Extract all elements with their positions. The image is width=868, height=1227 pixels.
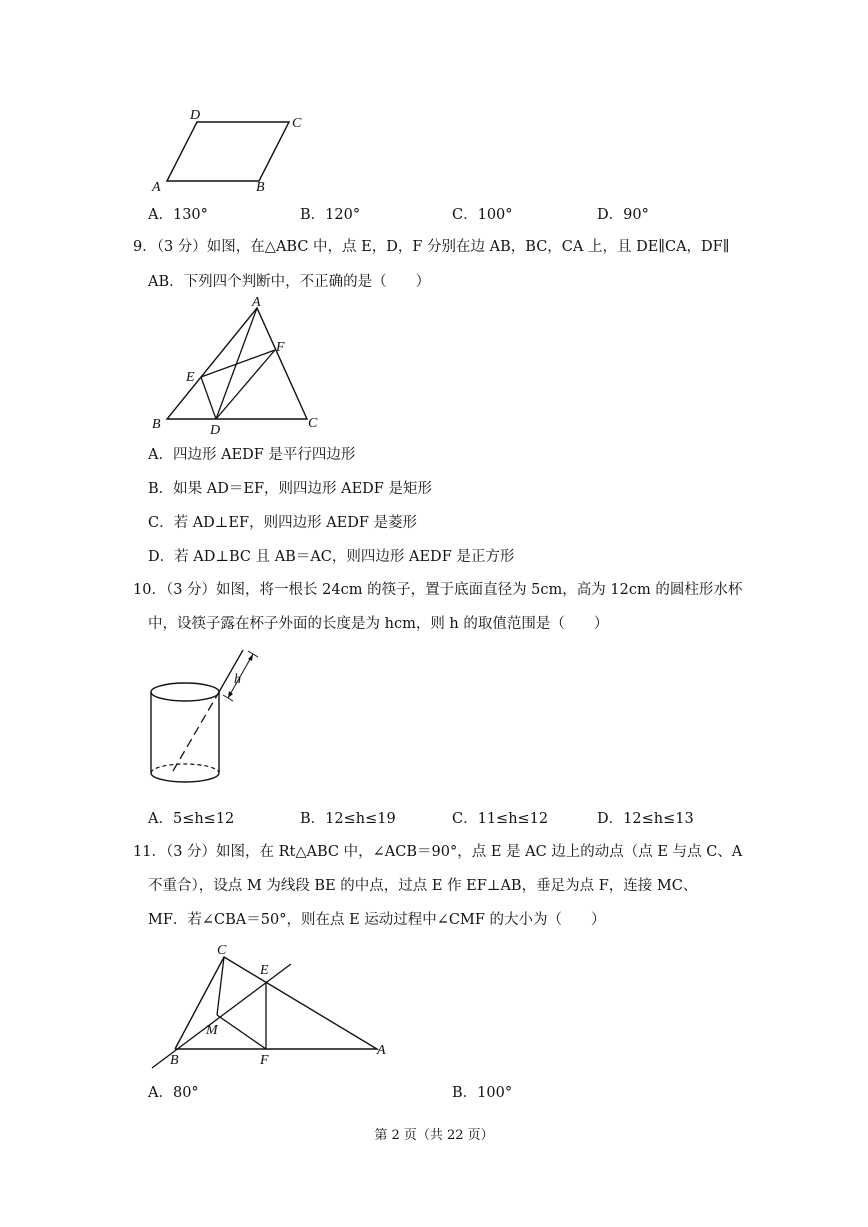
q11-label-M: M: [206, 1023, 218, 1038]
q9-label-D: D: [210, 423, 221, 438]
q9-triangle-figure: [140, 295, 340, 440]
q11-option-a: A．80°: [148, 1085, 199, 1101]
q10-option-b: B．12≤h≤19: [300, 811, 396, 827]
q11-stem-line1: 11．（3 分）如图，在 Rt△ABC 中，∠ACB＝90°，点 E 是 AC 边上的动点（点 E 与点 C、A: [133, 844, 743, 860]
q10-stem-line2: 中，设筷子露在杯子外面的长度是为 hcm，则 h 的取值范围是（ ）: [148, 616, 609, 632]
q8-label-A: A: [152, 180, 161, 195]
q9-label-A: A: [252, 295, 261, 310]
q10-option-a: A．5≤h≤12: [148, 811, 235, 827]
q10-option-c: C．11≤h≤12: [452, 811, 549, 827]
q9-label-C: C: [308, 416, 318, 431]
q9-option-a: A．四边形 AEDF 是平行四边形: [148, 447, 356, 463]
q8-parallelogram-figure: [140, 100, 320, 200]
q11-stem-line3: MF．若∠CBA＝50°，则在点 E 运动过程中∠CMF 的大小为（ ）: [148, 912, 606, 928]
q10-label-h: h: [234, 672, 241, 687]
q11-option-b: B．100°: [452, 1085, 513, 1101]
page-footer: 第 2 页（共 22 页）: [374, 1128, 494, 1143]
q9-label-E: E: [186, 370, 195, 385]
q8-option-c: C．100°: [452, 207, 513, 223]
q9-stem-line1: 9．（3 分）如图，在△ABC 中，点 E，D，F 分别在边 AB，BC，CA 上，且 DE∥CA，DF∥: [133, 239, 730, 255]
q8-option-b: B．120°: [300, 207, 361, 223]
q9-option-b: B．如果 AD＝EF，则四边形 AEDF 是矩形: [148, 481, 432, 497]
q8-option-d: D．90°: [597, 207, 649, 223]
q10-stem-line1: 10．（3 分）如图，将一根长 24cm 的筷子，置于底面直径为 5cm，高为 12cm 的圆柱形水杯: [133, 582, 743, 598]
q8-label-B: B: [256, 180, 265, 195]
q11-label-F: F: [260, 1053, 269, 1068]
q9-stem-line2: AB．下列四个判断中，不正确的是（ ）: [148, 274, 431, 290]
q11-label-C: C: [217, 943, 227, 958]
q10-option-d: D．12≤h≤13: [597, 811, 694, 827]
q11-label-B: B: [170, 1053, 179, 1068]
q11-label-A: A: [377, 1043, 386, 1058]
q11-triangle-figure: [140, 938, 400, 1078]
q11-stem-line2: 不重合），设点 M 为线段 BE 的中点，过点 E 作 EF⊥AB，垂足为点 F，连接 MC、: [148, 878, 698, 894]
q10-cylinder-figure: [140, 640, 280, 790]
q11-label-E: E: [260, 963, 269, 978]
q8-option-a: A．130°: [148, 207, 208, 223]
q9-option-c: C．若 AD⊥EF，则四边形 AEDF 是菱形: [148, 515, 418, 531]
q9-label-F: F: [276, 340, 285, 355]
q9-option-d: D．若 AD⊥BC 且 AB＝AC，则四边形 AEDF 是正方形: [148, 549, 515, 565]
q8-label-D: D: [190, 108, 201, 123]
q8-label-C: C: [292, 116, 302, 131]
q9-label-B: B: [152, 417, 161, 432]
